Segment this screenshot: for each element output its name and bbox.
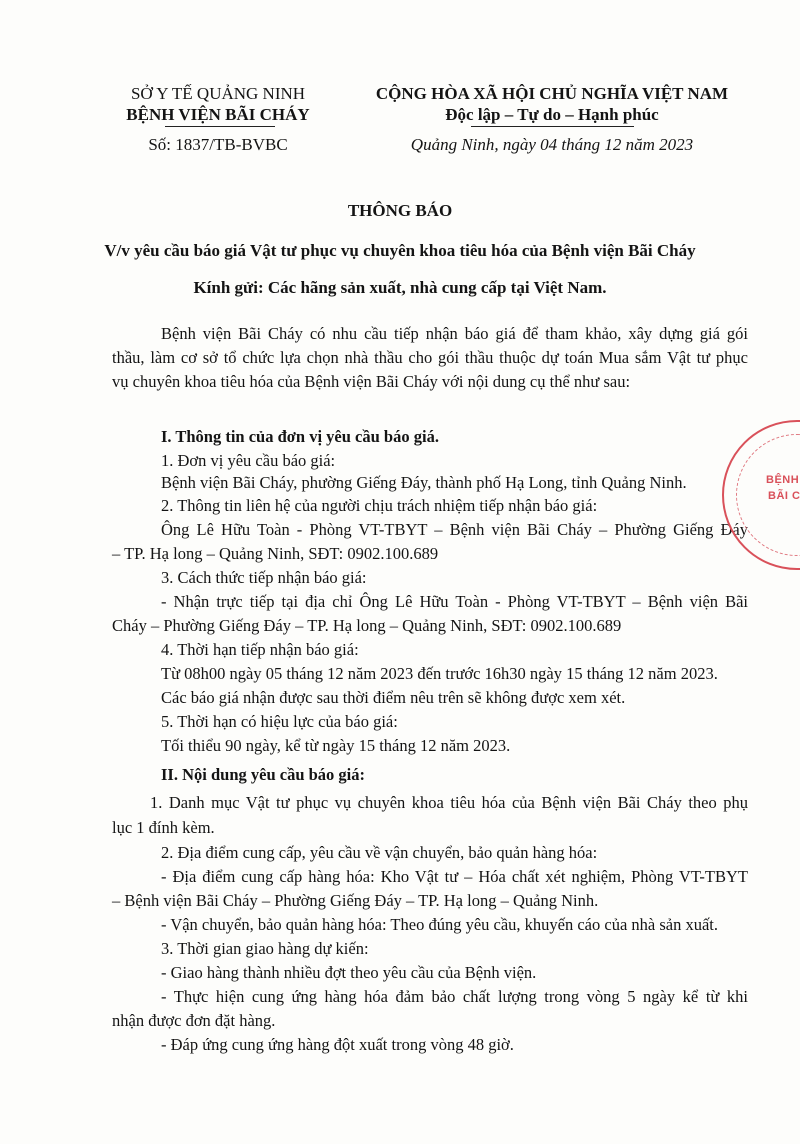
section-2-line: 1. Danh mục Vật tư phục vụ chuyên khoa tiêu hóa của Bệnh viện Bãi Cháy theo phụ (150, 793, 748, 812)
national-title: CỘNG HÒA XÃ HỘI CHỦ NGHĨA VIỆT NAM (375, 84, 729, 103)
section-1-line: Cháy – Phường Giếng Đáy – TP. Hạ long – Quảng Ninh, SĐT: 0902.100.689 (112, 616, 622, 635)
section-1-line: – TP. Hạ long – Quảng Ninh, SĐT: 0902.100.689 (112, 544, 439, 563)
hospital-stamp (722, 420, 800, 570)
section-2-line: lục 1 đính kèm. (112, 818, 215, 837)
section-1-line: 2. Thông tin liên hệ của người chịu trách nhiệm tiếp nhận báo giá: (161, 496, 598, 515)
section-1-line: Tối thiểu 90 ngày, kể từ ngày 15 tháng 12 năm 2023. (161, 736, 511, 755)
document-date: Quảng Ninh, ngày 04 tháng 12 năm 2023 (410, 135, 694, 154)
section-2-line: - Vận chuyển, bảo quản hàng hóa: Theo đúng yêu cầu, khuyến cáo của nhà sản xuất. (161, 915, 719, 934)
section-1-line: Các báo giá nhận được sau thời điểm nêu trên sẽ không được xem xét. (161, 688, 626, 707)
document-number: Số: 1837/TB-BVBC (148, 135, 288, 154)
section-2-line: 3. Thời gian giao hàng dự kiến: (161, 939, 369, 958)
section-1-line: Bệnh viện Bãi Cháy, phường Giếng Đáy, thành phố Hạ Long, tỉnh Quảng Ninh. (161, 473, 687, 492)
intro-line: Bệnh viện Bãi Cháy có nhu cầu tiếp nhận báo giá để tham khảo, xây dựng giá gói (161, 324, 748, 343)
section-2-line: nhận được đơn đặt hàng. (112, 1011, 276, 1030)
section-1-line: 1. Đơn vị yêu cầu báo giá: (161, 451, 336, 470)
document-title: THÔNG BÁO (347, 201, 453, 220)
intro-line: thầu, làm cơ sở tổ chức lựa chọn nhà thầu cho gói thầu thuộc dự toán Mua sắm Vật tư phục (112, 348, 748, 367)
document-recipient: Kính gửi: Các hãng sản xuất, nhà cung cấp tại Việt Nam. (193, 278, 607, 297)
section-1-line: 4. Thời hạn tiếp nhận báo giá: (161, 640, 359, 659)
motto-underline (471, 126, 634, 127)
section-1-line: 3. Cách thức tiếp nhận báo giá: (161, 568, 367, 587)
section-1-line: Từ 08h00 ngày 05 tháng 12 năm 2023 đến trước 16h30 ngày 15 tháng 12 năm 2023. (161, 664, 718, 683)
ministry-name: SỞ Y TẾ QUẢNG NINH (130, 84, 306, 103)
stamp-text: BÃI C (768, 490, 800, 502)
intro-line: vụ chuyên khoa tiêu hóa của Bệnh viện Bãi Cháy với nội dung cụ thể như sau: (112, 372, 631, 391)
section-1-line: Ông Lê Hữu Toàn - Phòng VT-TBYT – Bệnh viện Bãi Cháy – Phường Giếng Đáy (161, 520, 748, 539)
section-2-line: - Giao hàng thành nhiều đợt theo yêu cầu của Bệnh viện. (161, 963, 537, 982)
section-2-line: - Đáp ứng cung ứng hàng đột xuất trong vòng 48 giờ. (161, 1035, 514, 1054)
document-subject: V/v yêu cầu báo giá Vật tư phục vụ chuyên khoa tiêu hóa của Bệnh viện Bãi Cháy (104, 241, 696, 260)
section-1-heading: I. Thông tin của đơn vị yêu cầu báo giá. (161, 427, 439, 446)
stamp-text: BỆNH (766, 474, 800, 486)
section-2-line: 2. Địa điểm cung cấp, yêu cầu về vận chuyển, bảo quản hàng hóa: (161, 843, 598, 862)
section-1-line: - Nhận trực tiếp tại địa chỉ Ông Lê Hữu Toàn - Phòng VT-TBYT – Bệnh viện Bãi (161, 592, 748, 611)
section-2-heading: II. Nội dung yêu cầu báo giá: (161, 765, 366, 784)
section-2-line: - Thực hiện cung ứng hàng hóa đảm bảo chất lượng trong vòng 5 ngày kể từ khi (161, 987, 748, 1006)
section-2-line: - Địa điểm cung cấp hàng hóa: Kho Vật tư – Hóa chất xét nghiệm, Phòng VT-TBYT (161, 867, 748, 886)
hospital-name: BỆNH VIỆN BÃI CHÁY (126, 105, 310, 124)
section-1-line: 5. Thời hạn có hiệu lực của báo giá: (161, 712, 398, 731)
section-2-line: – Bệnh viện Bãi Cháy – Phường Giếng Đáy – TP. Hạ long – Quảng Ninh. (112, 891, 599, 910)
hospital-underline (165, 126, 275, 127)
national-motto: Độc lập – Tự do – Hạnh phúc (445, 105, 659, 124)
